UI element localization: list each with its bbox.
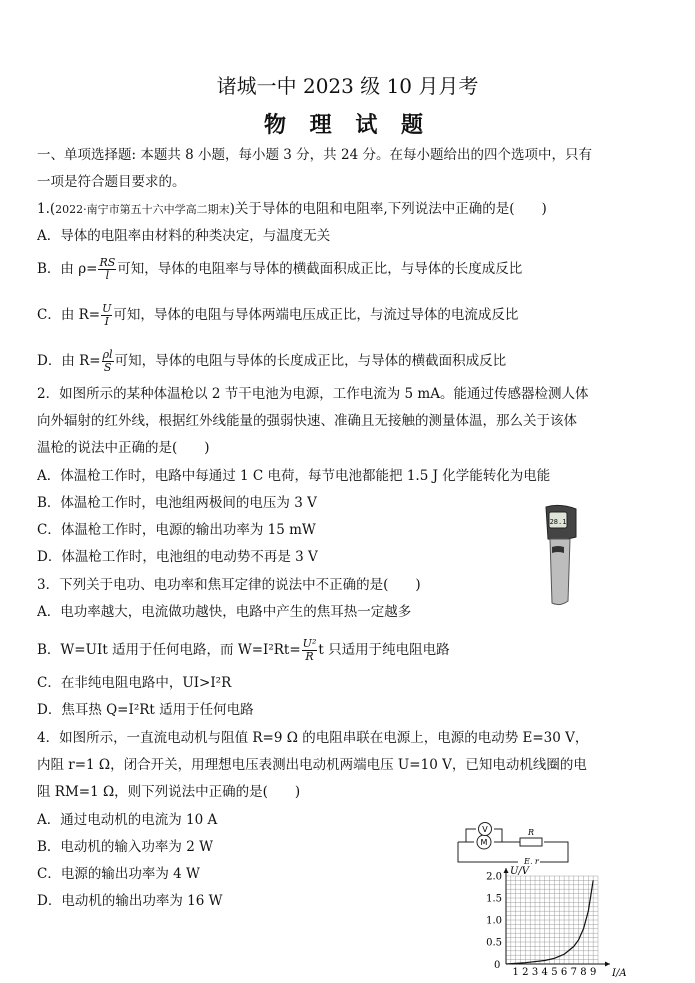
q1-stem-post: )关于导体的电阻和电阻率,下列说法中正确的是( ): [229, 201, 547, 217]
chart-y-tick-label: 1.5: [486, 893, 502, 905]
q3-option-d: D．焦耳热 Q=I²Rt 适用于任何电路: [37, 702, 254, 718]
chart-x-tick-label: 5: [551, 967, 558, 978]
q3-stem: 3．下列关于电功、电功率和焦耳定律的说法中不正确的是( ): [37, 577, 421, 593]
q1-d-post: 可知，导体的电阻与导体的长度成正比，与导体的横截面积成反比: [114, 353, 507, 369]
q1-d-num: ρl: [102, 348, 113, 361]
q1-option-a: A．导体的电阻率由材料的种类决定，与温度无关: [37, 228, 331, 244]
q1-d-den: S: [103, 361, 112, 374]
page-subtitle: 物 理 试 题: [264, 112, 431, 138]
q2-option-c: C．体温枪工作时，电源的输出功率为 15 mW: [37, 522, 316, 538]
q1-option-c: [37, 303, 518, 328]
q4-option-a: A．通过电动机的电流为 10 A: [37, 812, 218, 828]
q1-option-b: [37, 257, 522, 282]
chart-grid: [506, 876, 598, 964]
chart-x-arrow: [605, 962, 610, 967]
source-label: E, r: [524, 857, 539, 864]
chart-tick-labels: [486, 872, 596, 979]
q1-b-num: RS: [99, 256, 116, 269]
chart-x-tick-label: 6: [560, 967, 568, 978]
section-instructions-2: 一项是符合题目要求的。: [37, 174, 186, 190]
q3-option-b: [37, 638, 450, 663]
q1-option-d: [37, 349, 506, 374]
q2-option-b: B．体温枪工作时，电池组两极间的电压为 3 V: [37, 495, 317, 511]
q2-stem-3: 温枪的说法中正确的是( ): [37, 440, 210, 456]
q1-source: 2022·南宁市第五十六中学高二期末: [55, 203, 230, 216]
chart-xlabel: I/A: [612, 968, 627, 979]
page-title: 诸城一中 2023 级 10 月月考: [216, 74, 479, 98]
q3-b-den: R: [305, 650, 314, 663]
q3-b-pre: B．W=UIt 适用于任何电路，而 W=I²Rt=: [37, 642, 301, 658]
thermometer-display: 28.1: [549, 518, 567, 526]
q4-stem-1: 4．如图所示，一直流电动机与阻值 R=9 Ω 的电阻串联在电源上，电源的电动势 E=30 V，: [37, 730, 589, 746]
thermometer-gun-image: [540, 503, 580, 608]
q1-b-den: l: [105, 269, 110, 282]
chart-x-tick-label: 7: [570, 967, 577, 978]
q4-stem-2: 内阻 r=1 Ω，闭合开关，用理想电压表测出电动机两端电压 U=10 V，已知电动机线圈的电: [37, 757, 587, 773]
chart-ylabel: U/V: [510, 866, 530, 877]
motor-label: M: [480, 838, 488, 847]
resistor-label: R: [527, 828, 535, 837]
q1-c-num: U: [102, 302, 112, 315]
circuit-diagram: [450, 822, 580, 864]
voltmeter-label: V: [482, 825, 488, 834]
q1-stem: [37, 200, 547, 219]
q1-d-fraction: [102, 349, 114, 374]
q1-b-post: 可知，导体的电阻率与导体的横截面积成正比，与导体的长度成反比: [117, 261, 523, 277]
chart-x-tick-label: 3: [531, 967, 539, 978]
q1-b-fraction: [98, 257, 116, 282]
chart-y-arrow: [504, 868, 509, 873]
q1-b-pre: B．由 ρ=: [37, 261, 98, 277]
q3-option-c: C．在非纯电阻电路中，UI>I²R: [37, 675, 232, 691]
chart-y-tick-label: 2.0: [486, 871, 502, 883]
q1-d-pre: D．由 R=: [37, 353, 101, 369]
chart-axes: [504, 868, 611, 967]
q2-option-a: A．体温枪工作时，电路中每通过 1 C 电荷，每节电池都能把 1.5 J 化学能转化为电能: [37, 468, 551, 484]
ui-chart: [470, 862, 630, 982]
section-instructions-1: 一、单项选择题: 本题共 8 小题，每小题 3 分，共 24 分。在每小题给出的四个选项中，只有: [37, 147, 592, 163]
q1-c-fraction: [101, 303, 112, 328]
q4-option-b: B．电动机的输入功率为 2 W: [37, 839, 213, 855]
q3-b-num: U²: [302, 637, 317, 650]
q4-stem-3: 阻 RM=1 Ω，则下列说法中正确的是( ): [37, 784, 301, 800]
chart-x-tick-label: 9: [589, 967, 597, 978]
chart-origin-label: 0: [494, 960, 501, 971]
chart-x-tick-label: 8: [580, 967, 587, 978]
q1-c-den: I: [104, 315, 109, 328]
q4-option-d: D．电动机的输出功率为 16 W: [37, 893, 223, 909]
q2-stem-2: 向外辐射的红外线，根据红外线能量的强弱快速、准确且无接触的测量体温，那么关于该体: [37, 413, 577, 429]
chart-x-tick-label: 4: [541, 967, 548, 978]
q1-c-pre: C．由 R=: [37, 307, 101, 323]
q1-c-post: 可知，导体的电阻与导体两端电压成正比，与流过导体的电流成反比: [113, 307, 519, 323]
q3-b-post: t 只适用于纯电阻电路: [318, 642, 450, 658]
q3-b-fraction: [302, 638, 318, 663]
chart-y-tick-label: 1.0: [486, 915, 502, 927]
q3-option-a: A．电功率越大，电流做功越快，电路中产生的焦耳热一定越多: [37, 604, 412, 620]
q2-stem-1: 2．如图所示的某种体温枪以 2 节干电池为电源，工作电流为 5 mA。能通过传感器检测人体: [37, 386, 589, 402]
chart-x-tick-label: 1: [512, 967, 519, 978]
q1-stem-pre: 1.(: [37, 201, 56, 217]
q4-option-c: C．电源的输出功率为 4 W: [37, 866, 200, 882]
chart-x-tick-label: 2: [522, 967, 529, 978]
chart-y-tick-label: 0.5: [486, 937, 502, 949]
q2-option-d: D．体温枪工作时，电池组的电动势不再是 3 V: [37, 549, 318, 565]
